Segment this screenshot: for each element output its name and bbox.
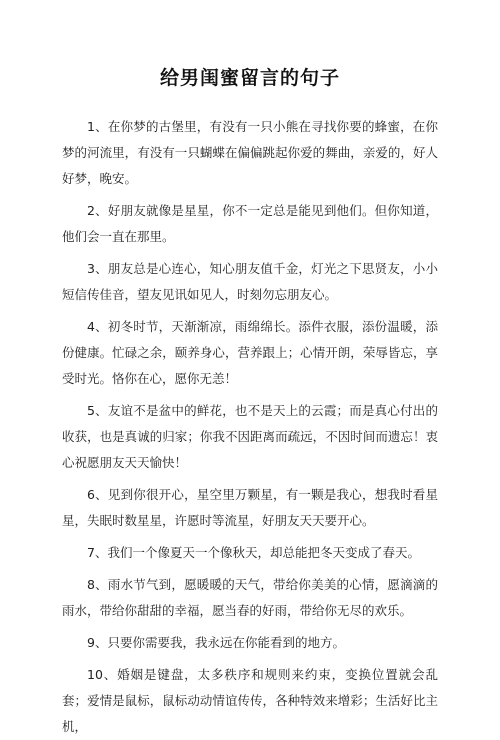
paragraph-9: 9、只要你需要我，我永远在你能看到的地方。 — [87, 635, 345, 650]
paragraph-1: 1、在你梦的古堡里，有没有一只小熊在寻找你要的蜂蜜，在你梦的河流里，有没有一只蝴蝶在偏偏跳起你爱的舞曲，亲爱的，好人好梦，晚安。 — [62, 119, 438, 186]
paragraph-7: 7、我们一个像夏天一个像秋天，却总能把冬天变成了春天。 — [87, 545, 420, 560]
paragraph-6: 6、见到你很开心，星空里万颗星，有一颗是我心，想我时看星星，失眠时数星星，许愿时等流星，好朋友天天要开心。 — [62, 487, 438, 528]
paragraph-4: 4、初冬时节，天渐渐凉，雨绵绵长。添件衣服，添份温暖，添份健康。忙碌之余，颐养身心，营养跟上；心情开朗，荣辱皆忘，享受时光。恪你在心，愿你无恙！ — [62, 319, 438, 386]
paragraph-8: 8、雨水节气到，愿暖暖的天气，带给你美美的心情，愿滴滴的雨水，带给你甜甜的幸福，愿当春的好雨，带给你无尽的欢乐。 — [62, 577, 438, 618]
paragraph-3: 3、朋友总是心连心，知心朋友值千金，灯光之下思贤友，小小短信传佳音，望友见讯如见人，时刻勿忘朋友心。 — [62, 261, 438, 302]
page-title: 给男闺蜜留言的句子 — [159, 67, 340, 89]
document-body — [62, 114, 438, 740]
paragraph-10: 10、婚姻是键盘，太多秩序和规则来约束，变换位置就会乱套；爱情是鼠标，鼠标动动情谊传传，各种特效来增彩；生活好比主机， — [62, 667, 438, 734]
paragraph-5: 5、友谊不是盆中的鲜花，也不是天上的云霞；而是真心付出的收获，也是真诚的归家；你我不因距离而疏远，不因时间而遗忘！衷心祝愿朋友天天愉快！ — [62, 403, 438, 470]
paragraph-2: 2、好朋友就像是星星，你不一定总是能见到他们。但你知道，他们会一直在那里。 — [62, 203, 438, 244]
